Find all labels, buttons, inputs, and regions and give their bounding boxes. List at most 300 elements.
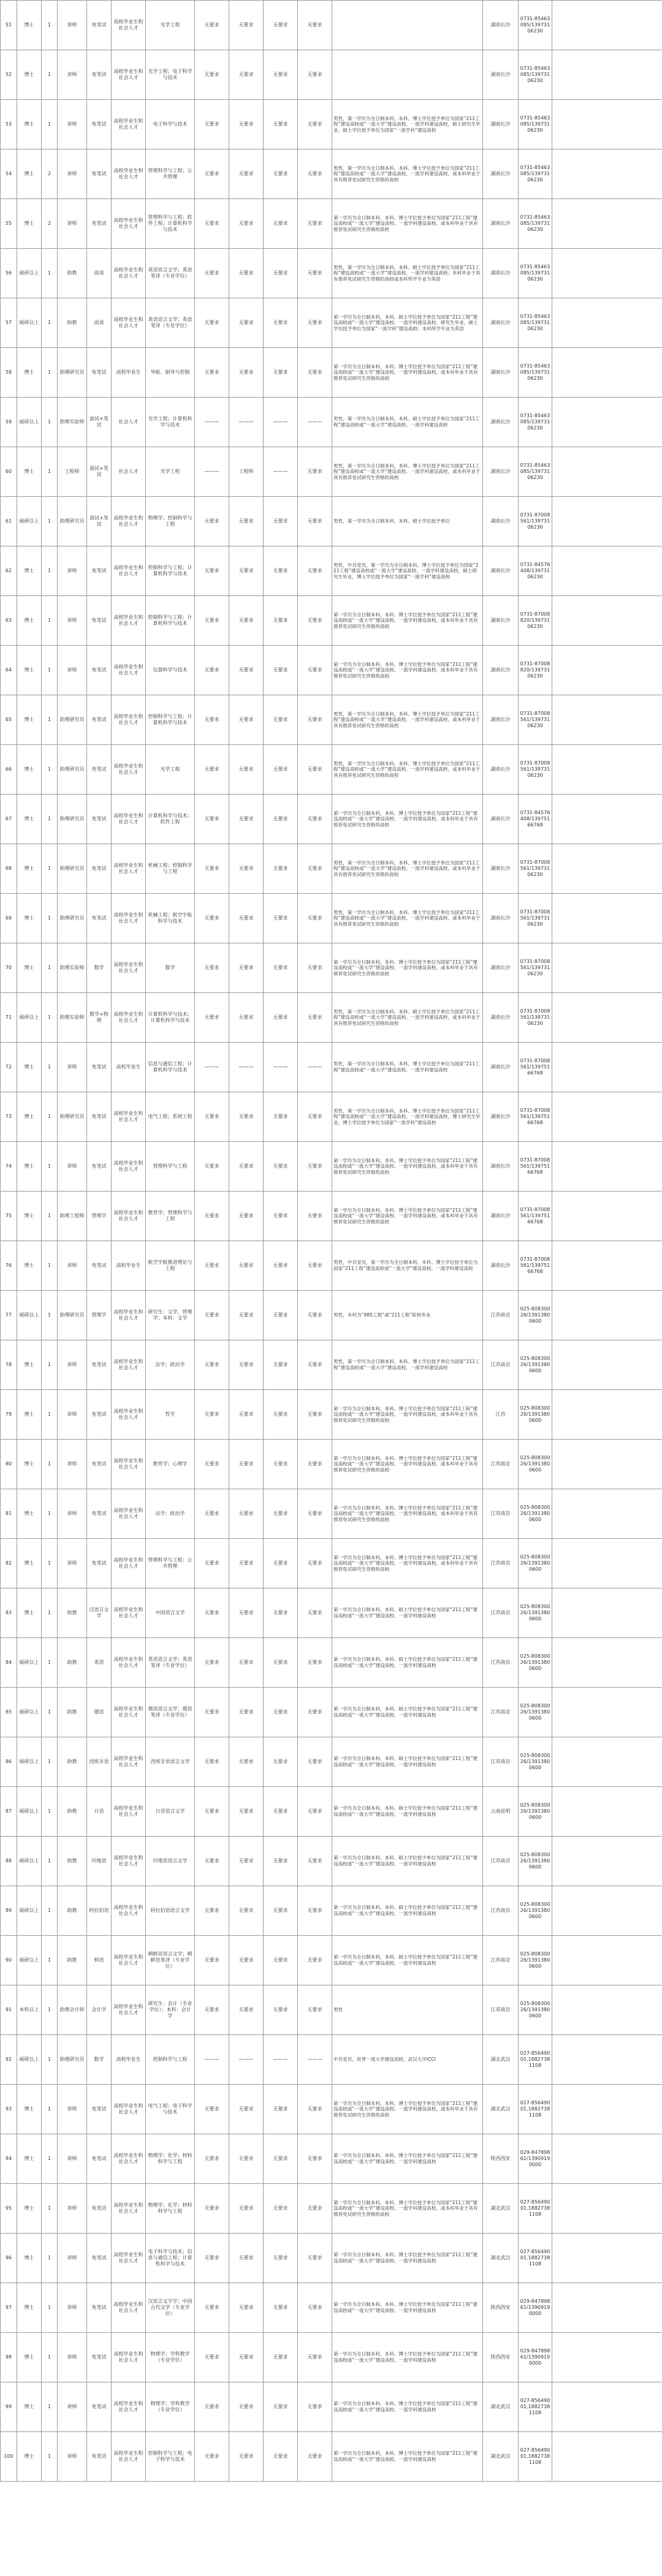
education-cell: 博士 xyxy=(17,546,42,596)
table-row xyxy=(1,1737,662,1787)
age-cell: 无要求 xyxy=(195,1142,229,1192)
phone-cell: 027-85649001,18827381108 xyxy=(519,2432,552,2482)
position-cell: 助理研究员 xyxy=(58,894,87,943)
exam-mode-cell: 免笔试 xyxy=(87,646,112,695)
major-cell: 英语语言文学；英语笔译（专业学位） xyxy=(146,1638,195,1688)
education-cell: 博士 xyxy=(17,1440,42,1489)
exam-mode-cell: 数学 xyxy=(87,2035,112,2085)
requirements-cell: 男性，第一学历为全日制本科，本科、硕士学位授予单位为国家“211工程”建设高校或“一流大学”建设高校、一流学科建设高校；本科毕业于具有推荐免试研究生资格的高校或本科所学专业为英语 xyxy=(332,249,483,298)
education-cell: 博士 xyxy=(17,844,42,894)
count-cell: 1 xyxy=(42,1192,58,1241)
education-cell: 博士 xyxy=(17,100,42,149)
row-number: 95 xyxy=(1,2184,17,2234)
position-cell: 助理研究员 xyxy=(58,745,87,795)
blank-cell xyxy=(552,1886,662,1936)
exam-mode-cell: 免笔试 xyxy=(87,50,112,100)
blank-cell xyxy=(552,2134,662,2184)
position-cell: 工程师 xyxy=(58,447,87,497)
phone-cell: 0731-87008820/13973106230 xyxy=(519,646,552,695)
requirements-cell: 男性，第一学历为全日制本科，本科、博士学位授予单位为国家“211工程”建设高校或“一流大学”建设高校、一流学科建设高校 xyxy=(332,1340,483,1390)
row-number: 54 xyxy=(1,149,17,199)
row-number: 83 xyxy=(1,1588,17,1638)
age-cell: 无要求 xyxy=(195,1638,229,1688)
experience-cell: 无要求 xyxy=(229,1489,264,1539)
requirements-cell: 第一学历为全日制本科，本科、博士学位授予单位为国家“211工程”建设高校或“一流大学”建设高校、一流学科建设高校，或本科毕业于具有推荐免试研究生资格的高校 xyxy=(332,1539,483,1588)
exam-mode-cell: 免笔试 xyxy=(87,596,112,646)
source-cell: 高校毕业生和社会人才 xyxy=(112,2234,146,2283)
position-cell: 讲师 xyxy=(58,646,87,695)
exam-mode-cell: 免笔试 xyxy=(87,1340,112,1390)
education-cell: 博士 xyxy=(17,745,42,795)
phone-cell: 0731-87008561/13975166768 xyxy=(519,1092,552,1142)
experience-cell: 无要求 xyxy=(229,1440,264,1489)
major-cell: 光学工程 xyxy=(146,745,195,795)
phone-cell: 025-80830026/13913800600 xyxy=(519,1440,552,1489)
requirements-cell: 第一学历为全日制本科，本科、硕士学位授予单位为国家“211工程”建设高校或“一流大学”建设高校、一流学科建设高校 xyxy=(332,1588,483,1638)
row-number: 92 xyxy=(1,2035,17,2085)
license-cell: 无要求 xyxy=(264,1936,298,1985)
source-cell: 高校毕业生和社会人才 xyxy=(112,1092,146,1142)
exam-mode-cell: 免笔试 xyxy=(87,795,112,844)
phone-cell: 0731-87008820/13973106230 xyxy=(519,596,552,646)
license-cell: 无要求 xyxy=(264,2234,298,2283)
other-cell: 无要求 xyxy=(298,497,332,546)
age-cell: 无要求 xyxy=(195,1837,229,1886)
experience-cell: 无要求 xyxy=(229,100,264,149)
other-cell: 无要求 xyxy=(298,844,332,894)
table-row xyxy=(1,1340,662,1390)
age-cell: 无要求 xyxy=(195,1390,229,1440)
count-cell: 1 xyxy=(42,100,58,149)
experience-cell: 无要求 xyxy=(229,1737,264,1787)
phone-cell: 0731-85463085/13973106230 xyxy=(519,348,552,398)
license-cell: 无要求 xyxy=(264,1440,298,1489)
age-cell: 无要求 xyxy=(195,1092,229,1142)
major-cell: 控制科学与工程；电子科学与技术 xyxy=(146,2432,195,2482)
requirements-cell: 第一学历为全日制本科，本科、博士学位授予单位为国家“211工程”建设高校或“一流大学”建设高校、一流学科建设高校，或本科毕业于具有推荐免试研究生资格的高校 xyxy=(332,199,483,249)
exam-mode-cell: 免笔试 xyxy=(87,1142,112,1192)
phone-cell: 0731-85463085/13973106230 xyxy=(519,149,552,199)
location-cell: 湖南长沙 xyxy=(483,199,519,249)
row-number: 74 xyxy=(1,1142,17,1192)
major-cell: 光学工程；计算机科学与技术 xyxy=(146,398,195,447)
phone-cell: 025-80830026/13913800600 xyxy=(519,1837,552,1886)
exam-mode-cell: 免笔试 xyxy=(87,1440,112,1489)
phone-cell: 027-85649001,18827381108 xyxy=(519,2382,552,2432)
other-cell: 无要求 xyxy=(298,149,332,199)
location-cell: 陕西西安 xyxy=(483,2333,519,2382)
blank-cell xyxy=(552,2432,662,2482)
license-cell: 无要求 xyxy=(264,497,298,546)
education-cell: 博士 xyxy=(17,2085,42,2134)
requirements-cell: 第一学历为全日制本科，本科、硕士学位授予单位为国家“211工程”建设高校或“一流大学”建设高校、一流学科建设高校 xyxy=(332,1737,483,1787)
position-cell: 助理工程师 xyxy=(58,1192,87,1241)
location-cell: 湖北武汉 xyxy=(483,2035,519,2085)
phone-cell: 0731-85463085/13973106230 xyxy=(519,1,552,50)
phone-cell: 025-80830026/13913800600 xyxy=(519,1737,552,1787)
requirements-cell: 男性，第一学历为全日制本科，本科、博士学位授予单位为国家“211工程”建设高校或“一流大学”建设高校、一流学科建设高校，硕士研究生毕业，硕士学位授予单位为国家“一流学科”建设高校 xyxy=(332,100,483,149)
phone-cell: 025-80830026/13913800600 xyxy=(519,1787,552,1837)
count-cell: 1 xyxy=(42,1,58,50)
table-row xyxy=(1,2184,662,2234)
source-cell: 高校毕业生和社会人才 xyxy=(112,1787,146,1837)
position-cell: 讲师 xyxy=(58,2134,87,2184)
experience-cell: 工程师 xyxy=(229,447,264,497)
count-cell: 1 xyxy=(42,1936,58,1985)
exam-mode-cell: 汉语言文学 xyxy=(87,1588,112,1638)
count-cell: 1 xyxy=(42,646,58,695)
major-cell: 控制科学与工程；计算机科学与技术 xyxy=(146,695,195,745)
position-cell: 助理研究员 xyxy=(58,348,87,398)
major-cell: 管理科学与工程 xyxy=(146,1142,195,1192)
major-cell: 光学工程；电子科学与技术 xyxy=(146,50,195,100)
major-cell: 机械工程；航空宇航科学与技术 xyxy=(146,894,195,943)
requirements-cell: 男性，中共党员，第一学历为全日制本科，本科、博士学位授予单位为国家“211工程”建设高校或“一流大学”建设高校、一流学科建设高校 xyxy=(332,1241,483,1291)
experience-cell: 无要求 xyxy=(229,497,264,546)
age-cell: 无要求 xyxy=(195,2432,229,2482)
table-row xyxy=(1,844,662,894)
location-cell: 湖南长沙 xyxy=(483,1192,519,1241)
license-cell: 无要求 xyxy=(264,149,298,199)
other-cell: 无要求 xyxy=(298,1390,332,1440)
major-cell: 阿拉伯语语言文学 xyxy=(146,1886,195,1936)
blank-cell xyxy=(552,1440,662,1489)
requirements-cell: 男性，第一学历为全日制本科，本科、博士学位授予单位为国家“211工程”建设高校或“一流大学”建设高校、一流学科建设高校，或本科毕业于具有推荐免试研究生资格的高校 xyxy=(332,447,483,497)
age-cell: 无要求 xyxy=(195,993,229,1043)
position-cell: 讲师 xyxy=(58,1489,87,1539)
license-cell: 无要求 xyxy=(264,1390,298,1440)
position-cell: 讲师 xyxy=(58,1390,87,1440)
exam-mode-cell: 西班牙语 xyxy=(87,1737,112,1787)
other-cell: 无要求 xyxy=(298,1837,332,1886)
experience-cell: 无要求 xyxy=(229,1936,264,1985)
row-number: 51 xyxy=(1,1,17,50)
other-cell: 无要求 xyxy=(298,50,332,100)
table-row xyxy=(1,993,662,1043)
blank-cell xyxy=(552,1737,662,1787)
position-cell: 讲师 xyxy=(58,1043,87,1092)
age-cell: 无要求 xyxy=(195,348,229,398)
source-cell: 高校毕业生和社会人才 xyxy=(112,1837,146,1886)
requirements-cell: 第一学历为全日制本科，本科、硕士学位授予单位为国家“211工程”建设高校或“一流大学”建设高校、一流学科建设高校 xyxy=(332,1936,483,1985)
experience-cell: 无要求 xyxy=(229,1390,264,1440)
row-number: 70 xyxy=(1,943,17,993)
location-cell: 湖南长沙 xyxy=(483,795,519,844)
count-cell: 1 xyxy=(42,1340,58,1390)
blank-cell xyxy=(552,745,662,795)
age-cell: 无要求 xyxy=(195,795,229,844)
experience-cell: 无要求 xyxy=(229,1688,264,1737)
license-cell: ——— xyxy=(264,447,298,497)
count-cell: 1 xyxy=(42,50,58,100)
requirements-cell: 第一学历为全日制本科，本科、博士学位授予单位为国家“211工程”建设高校或“一流大学”建设高校、一流学科建设高校 xyxy=(332,2333,483,2382)
other-cell: 无要求 xyxy=(298,1985,332,2035)
blank-cell xyxy=(552,2184,662,2234)
position-cell: 助理研究员 xyxy=(58,1291,87,1340)
blank-cell xyxy=(552,1985,662,2035)
experience-cell: 无要求 xyxy=(229,1985,264,2035)
phone-cell: 0731-87008561/13973106230 xyxy=(519,497,552,546)
blank-cell xyxy=(552,546,662,596)
license-cell: 无要求 xyxy=(264,1688,298,1737)
table-row xyxy=(1,199,662,249)
other-cell: 无要求 xyxy=(298,1489,332,1539)
exam-mode-cell: 英语 xyxy=(87,1638,112,1688)
experience-cell: 无要求 xyxy=(229,1192,264,1241)
phone-cell: 0731-85463085/13973106230 xyxy=(519,398,552,447)
other-cell: 无要求 xyxy=(298,1440,332,1489)
blank-cell xyxy=(552,596,662,646)
requirements-cell: 第一学历为全日制本科，本科、博士学位授予单位为国家“211工程”建设高校或“一流大学”建设高校、一流学科建设高校，或本科毕业于具有推荐免试研究生资格的高校 xyxy=(332,646,483,695)
exam-mode-cell: 阿拉伯语 xyxy=(87,1886,112,1936)
count-cell: 1 xyxy=(42,2035,58,2085)
experience-cell: 无要求 xyxy=(229,2283,264,2333)
requirements-cell: 第一学历为全日制本科，本科、硕士学位授予单位为国家“211工程”建设高校或“一流大学”建设高校、一流学科建设高校 xyxy=(332,1787,483,1837)
row-number: 96 xyxy=(1,2234,17,2283)
location-cell: 陕西西安 xyxy=(483,2283,519,2333)
age-cell: 无要求 xyxy=(195,1688,229,1737)
blank-cell xyxy=(552,2234,662,2283)
age-cell: 无要求 xyxy=(195,1539,229,1588)
major-cell: 西班牙语语言文学 xyxy=(146,1737,195,1787)
source-cell: 高校毕业生和社会人才 xyxy=(112,199,146,249)
row-number: 67 xyxy=(1,795,17,844)
table-row xyxy=(1,1638,662,1688)
phone-cell: 0731-85463085/13973106230 xyxy=(519,100,552,149)
blank-cell xyxy=(552,2085,662,2134)
position-cell: 助教 xyxy=(58,1837,87,1886)
table-row xyxy=(1,1787,662,1837)
age-cell: 无要求 xyxy=(195,1936,229,1985)
location-cell: 湖北武汉 xyxy=(483,2382,519,2432)
exam-mode-cell: 免笔试 xyxy=(87,1539,112,1588)
location-cell: 湖南长沙 xyxy=(483,1241,519,1291)
license-cell: 无要求 xyxy=(264,695,298,745)
row-number: 93 xyxy=(1,2085,17,2134)
phone-cell: 0731-87008561/13973106230 xyxy=(519,844,552,894)
location-cell: 湖南长沙 xyxy=(483,1043,519,1092)
requirements-cell: 第一学历为全日制本科，本科、博士学位授予单位为国家“211工程”建设高校或“一流大学”建设高校、一流学科建设高校，或本科毕业于具有推荐免试研究生资格的高校 xyxy=(332,1390,483,1440)
position-cell: 助理会计师 xyxy=(58,1985,87,2035)
age-cell: 无要求 xyxy=(195,1,229,50)
row-number: 91 xyxy=(1,1985,17,2035)
experience-cell: 无要求 xyxy=(229,2382,264,2432)
experience-cell: 无要求 xyxy=(229,1340,264,1390)
location-cell: 湖南长沙 xyxy=(483,844,519,894)
phone-cell: 0731-84576408/13975166768 xyxy=(519,795,552,844)
experience-cell: ——— xyxy=(229,2035,264,2085)
age-cell: 无要求 xyxy=(195,199,229,249)
major-cell: 物理学；化学；材料科学与工程 xyxy=(146,2184,195,2234)
location-cell: 湖北武汉 xyxy=(483,2234,519,2283)
other-cell: 无要求 xyxy=(298,2085,332,2134)
location-cell: 江苏南京 xyxy=(483,1291,519,1340)
requirements-cell: 第一学历为全日制本科，本科、博士学位授予单位为国家“211工程”建设高校或“一流大学”建设高校、一流学科建设高校，或本科毕业于具有推荐免试研究生资格的高校 xyxy=(332,1142,483,1192)
requirements-cell xyxy=(332,1,483,50)
blank-cell xyxy=(552,1638,662,1688)
row-number: 57 xyxy=(1,298,17,348)
position-cell: 助教 xyxy=(58,298,87,348)
row-number: 69 xyxy=(1,894,17,943)
blank-cell xyxy=(552,1539,662,1588)
count-cell: 1 xyxy=(42,2382,58,2432)
age-cell: 无要求 xyxy=(195,1440,229,1489)
license-cell: ——— xyxy=(264,398,298,447)
age-cell: 无要求 xyxy=(195,1588,229,1638)
age-cell: ——— xyxy=(195,2035,229,2085)
count-cell: 1 xyxy=(42,894,58,943)
count-cell: 1 xyxy=(42,1737,58,1787)
source-cell: 高校毕业生和社会人才 xyxy=(112,1142,146,1192)
count-cell: 1 xyxy=(42,2283,58,2333)
location-cell: 江苏南京 xyxy=(483,1489,519,1539)
source-cell: 高校毕业生和社会人才 xyxy=(112,646,146,695)
education-cell: 硕研以上 xyxy=(17,298,42,348)
row-number: 88 xyxy=(1,1837,17,1886)
row-number: 63 xyxy=(1,596,17,646)
license-cell: ——— xyxy=(264,2035,298,2085)
table-row xyxy=(1,1588,662,1638)
exam-mode-cell: 免笔试 xyxy=(87,149,112,199)
age-cell: 无要求 xyxy=(195,894,229,943)
location-cell: 湖南长沙 xyxy=(483,1,519,50)
table-row xyxy=(1,943,662,993)
position-cell: 助理研究员 xyxy=(58,795,87,844)
source-cell: 高校毕业生和社会人才 xyxy=(112,298,146,348)
row-number: 81 xyxy=(1,1489,17,1539)
license-cell: 无要求 xyxy=(264,100,298,149)
table-row xyxy=(1,1192,662,1241)
location-cell: 江苏南京 xyxy=(483,1588,519,1638)
blank-cell xyxy=(552,1936,662,1985)
source-cell: 高校毕业生 xyxy=(112,2035,146,2085)
experience-cell: 无要求 xyxy=(229,50,264,100)
location-cell: 湖南长沙 xyxy=(483,943,519,993)
table-row xyxy=(1,2382,662,2432)
phone-cell: 025-80830026/13913800600 xyxy=(519,1886,552,1936)
major-cell: 研究生：文学，管理学；本科：文学 xyxy=(146,1291,195,1340)
major-cell: 信息与通信工程；计算机科学与技术 xyxy=(146,1043,195,1092)
table-row xyxy=(1,2333,662,2382)
age-cell: 无要求 xyxy=(195,2184,229,2234)
location-cell: 湖南长沙 xyxy=(483,50,519,100)
age-cell: 无要求 xyxy=(195,1489,229,1539)
blank-cell xyxy=(552,100,662,149)
experience-cell: 无要求 xyxy=(229,348,264,398)
position-cell: 讲师 xyxy=(58,2432,87,2482)
major-cell: 物理学；学科教学（专业学位） xyxy=(146,2382,195,2432)
exam-mode-cell: 免笔试 xyxy=(87,1092,112,1142)
requirements-cell: 中共党员，世界一流大学建设高校，武汉大学ICCI xyxy=(332,2035,483,2085)
license-cell: 无要求 xyxy=(264,2184,298,2234)
count-cell: 1 xyxy=(42,943,58,993)
requirements-cell: 第一学历为全日制本科，本科、博士学位授予单位为国家“211工程”建设高校或“一流大学”建设高校、一流学科建设高校 xyxy=(332,2283,483,2333)
license-cell: 无要求 xyxy=(264,1638,298,1688)
education-cell: 硕研以上 xyxy=(17,993,42,1043)
exam-mode-cell: 管理学 xyxy=(87,1192,112,1241)
phone-cell: 027-85649001,18827381108 xyxy=(519,2035,552,2085)
license-cell: 无要求 xyxy=(264,1886,298,1936)
education-cell: 硕研以上 xyxy=(17,1688,42,1737)
position-cell: 助理研究员 xyxy=(58,2035,87,2085)
row-number: 55 xyxy=(1,199,17,249)
table-row xyxy=(1,2085,662,2134)
exam-mode-cell: 免笔试 xyxy=(87,1043,112,1092)
other-cell: 无要求 xyxy=(298,100,332,149)
source-cell: 高校毕业生和社会人才 xyxy=(112,2382,146,2432)
row-number: 90 xyxy=(1,1936,17,1985)
requirements-cell: 第一学历为全日制本科，本科、博士学位授予单位为国家“211工程”建设高校或“一流大学”建设高校、一流学科建设高校，或本科毕业于具有推荐免试研究生资格的高校 xyxy=(332,596,483,646)
position-cell: 讲师 xyxy=(58,1241,87,1291)
count-cell: 1 xyxy=(42,1787,58,1837)
table-row xyxy=(1,398,662,447)
age-cell: ——— xyxy=(195,398,229,447)
education-cell: 博士 xyxy=(17,596,42,646)
age-cell: 无要求 xyxy=(195,149,229,199)
education-cell: 博士 xyxy=(17,2333,42,2382)
major-cell: 研究生：会计（专业学位）；本科：会计学 xyxy=(146,1985,195,2035)
other-cell: 无要求 xyxy=(298,2184,332,2234)
education-cell: 博士 xyxy=(17,447,42,497)
age-cell: 无要求 xyxy=(195,1291,229,1340)
source-cell: 高校毕业生和社会人才 xyxy=(112,1390,146,1440)
source-cell: 高校毕业生和社会人才 xyxy=(112,1737,146,1787)
license-cell: 无要求 xyxy=(264,795,298,844)
table-row xyxy=(1,894,662,943)
education-cell: 硕研以上 xyxy=(17,1936,42,1985)
count-cell: 1 xyxy=(42,1588,58,1638)
education-cell: 博士 xyxy=(17,1043,42,1092)
blank-cell xyxy=(552,844,662,894)
row-number: 100 xyxy=(1,2432,17,2482)
source-cell: 高校毕业生和社会人才 xyxy=(112,943,146,993)
position-cell: 讲师 xyxy=(58,149,87,199)
license-cell: 无要求 xyxy=(264,2333,298,2382)
license-cell: 无要求 xyxy=(264,348,298,398)
source-cell: 高校毕业生 xyxy=(112,1241,146,1291)
other-cell: 无要求 xyxy=(298,1241,332,1291)
count-cell: 1 xyxy=(42,2333,58,2382)
location-cell: 湖南长沙 xyxy=(483,993,519,1043)
row-number: 97 xyxy=(1,2283,17,2333)
row-number: 71 xyxy=(1,993,17,1043)
row-number: 78 xyxy=(1,1340,17,1390)
education-cell: 硕研以上 xyxy=(17,249,42,298)
license-cell: 无要求 xyxy=(264,993,298,1043)
requirements-cell: 男性，第一学历为全日制本科，本科、硕士学位授予单位 xyxy=(332,497,483,546)
education-cell: 硕研以上 xyxy=(17,1886,42,1936)
count-cell: 1 xyxy=(42,1390,58,1440)
license-cell: ——— xyxy=(264,1043,298,1092)
experience-cell: 无要求 xyxy=(229,695,264,745)
requirements-cell: 男性，本科为“985工程”或“211工程”院校毕业 xyxy=(332,1291,483,1340)
exam-mode-cell: 免笔试 xyxy=(87,2382,112,2432)
phone-cell: 0731-87008561/13973106230 xyxy=(519,993,552,1043)
requirements-cell: 男性，第一学历为全日制本科，本科、博士学位授予单位为国家“211工程”建设高校或“一流大学”建设高校、一流学科建设高校，或本科毕业于具有推荐免试研究生资格的高校 xyxy=(332,844,483,894)
phone-cell: 025-80830026/13913800600 xyxy=(519,1539,552,1588)
location-cell: 云南昆明 xyxy=(483,1787,519,1837)
major-cell: 管理科学与工程；公共管理 xyxy=(146,149,195,199)
table-row xyxy=(1,2134,662,2184)
count-cell: 1 xyxy=(42,1688,58,1737)
major-cell: 计算机科学与技术；计算机科学与技术 xyxy=(146,993,195,1043)
education-cell: 博士 xyxy=(17,2134,42,2184)
location-cell: 湖南长沙 xyxy=(483,447,519,497)
blank-cell xyxy=(552,249,662,298)
license-cell: 无要求 xyxy=(264,596,298,646)
education-cell: 博士 xyxy=(17,795,42,844)
exam-mode-cell: 面谈 xyxy=(87,249,112,298)
